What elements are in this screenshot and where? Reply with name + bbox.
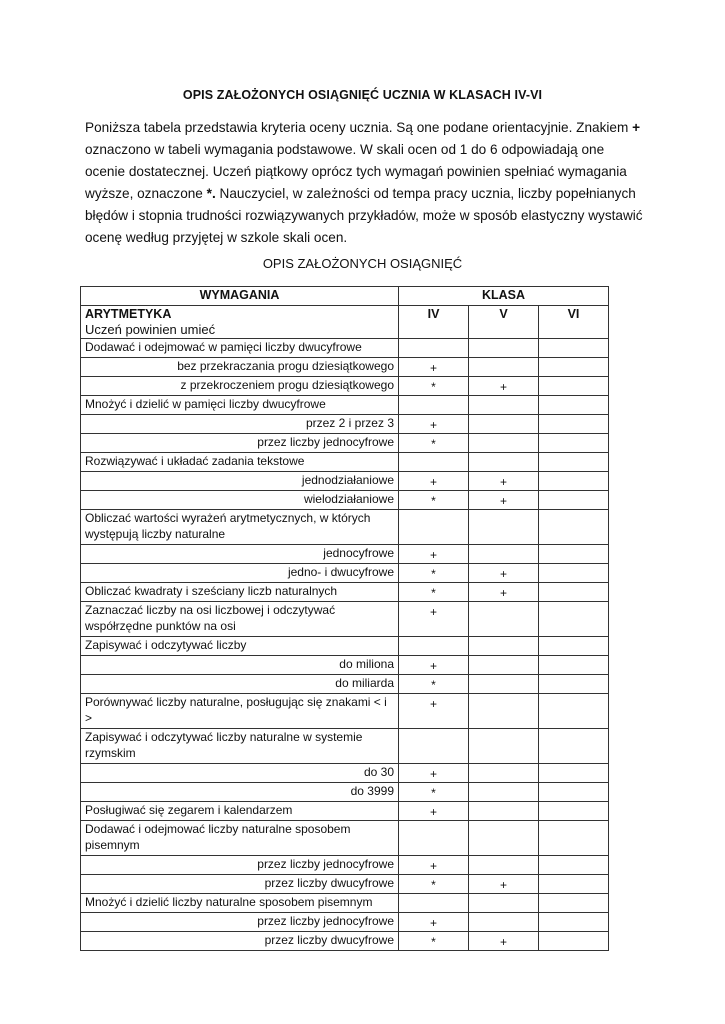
mark-cell-vi <box>539 415 609 434</box>
requirement-cell: Zapisywać i odczytywać liczby naturalne w systemie rzymskim <box>81 729 399 764</box>
mark-cell-vi <box>539 564 609 583</box>
star-sign: *. <box>206 186 216 201</box>
section-title: ARYTMETYKA <box>85 307 172 321</box>
class-iv-header: IV <box>399 306 469 339</box>
mark-cell-v <box>469 510 539 545</box>
mark-cell-v <box>469 339 539 358</box>
mark-cell-vi <box>539 694 609 729</box>
requirement-cell: Zaznaczać liczby na osi liczbowej i odczytywać współrzędne punktów na osi <box>81 602 399 637</box>
mark-cell-vi <box>539 510 609 545</box>
requirement-cell: bez przekraczania progu dziesiątkowego <box>81 358 399 377</box>
mark-cell-v <box>469 396 539 415</box>
mark-cell-iv <box>399 453 469 472</box>
class-v-header: V <box>469 306 539 339</box>
mark-cell-iv: + <box>399 802 469 821</box>
requirement-cell: wielodziałaniowe <box>81 491 399 510</box>
mark-cell-v <box>469 637 539 656</box>
table-row <box>81 377 609 396</box>
mark-cell-vi <box>539 602 609 637</box>
mark-cell-iv: + <box>399 913 469 932</box>
requirement-cell: jednocyfrowe <box>81 545 399 564</box>
requirement-cell: Obliczać kwadraty i sześciany liczb naturalnych <box>81 583 399 602</box>
mark-cell-iv: + <box>399 545 469 564</box>
table-row <box>81 783 609 802</box>
requirement-cell: z przekroczeniem progu dziesiątkowego <box>81 377 399 396</box>
table-row <box>81 894 609 913</box>
table-row <box>81 856 609 875</box>
table-row <box>81 602 609 637</box>
requirement-cell: do 3999 <box>81 783 399 802</box>
mark-cell-iv: * <box>399 675 469 694</box>
mark-cell-vi <box>539 545 609 564</box>
mark-cell-v <box>469 602 539 637</box>
intro-paragraph <box>85 117 645 249</box>
table-body <box>81 306 609 951</box>
requirement-cell: jedno- i dwucyfrowe <box>81 564 399 583</box>
mark-cell-iv: + <box>399 694 469 729</box>
mark-cell-v <box>469 913 539 932</box>
requirement-cell: Porównywać liczby naturalne, posługując się znakami < i > <box>81 694 399 729</box>
requirement-cell: Dodawać i odejmować liczby naturalne sposobem pisemnym <box>81 821 399 856</box>
mark-cell-v: + <box>469 564 539 583</box>
mark-cell-iv: * <box>399 932 469 951</box>
mark-cell-vi <box>539 472 609 491</box>
requirements-table <box>80 286 609 951</box>
mark-cell-vi <box>539 491 609 510</box>
mark-cell-iv: + <box>399 602 469 637</box>
mark-cell-v <box>469 729 539 764</box>
requirement-cell: przez 2 i przez 3 <box>81 415 399 434</box>
table-row <box>81 694 609 729</box>
mark-cell-vi <box>539 729 609 764</box>
mark-cell-vi <box>539 802 609 821</box>
mark-cell-v <box>469 358 539 377</box>
mark-cell-v <box>469 821 539 856</box>
mark-cell-vi <box>539 856 609 875</box>
mark-cell-vi <box>539 821 609 856</box>
requirement-cell: do miliarda <box>81 675 399 694</box>
table-row <box>81 932 609 951</box>
mark-cell-v <box>469 802 539 821</box>
table-row <box>81 339 609 358</box>
mark-cell-iv: * <box>399 783 469 802</box>
mark-cell-iv <box>399 821 469 856</box>
mark-cell-iv <box>399 637 469 656</box>
mark-cell-iv: + <box>399 764 469 783</box>
mark-cell-iv: + <box>399 358 469 377</box>
mark-cell-v <box>469 764 539 783</box>
intro-text-1: Poniższa tabela przedstawia kryteria oceny ucznia. Są one podane orientacyjnie. Znakiem <box>85 120 633 135</box>
mark-cell-vi <box>539 875 609 894</box>
mark-cell-iv <box>399 396 469 415</box>
mark-cell-vi <box>539 377 609 396</box>
table-row <box>81 583 609 602</box>
mark-cell-iv: * <box>399 434 469 453</box>
mark-cell-vi <box>539 434 609 453</box>
requirement-cell: do miliona <box>81 656 399 675</box>
table-row <box>81 821 609 856</box>
section-subtitle: Uczeń powinien umieć <box>85 322 216 337</box>
intro-text-3: Nauczyciel, w zależności od tempa pracy ucznia, liczby popełnianych błędów i stopnia trudności rozwiązywanych przykładów, może w sposób elastyczny wystawić ocenę według przyjętej w szkole skali ocen. <box>85 186 643 245</box>
class-vi-header: VI <box>539 306 609 339</box>
table-row <box>81 764 609 783</box>
mark-cell-vi <box>539 894 609 913</box>
requirement-cell: Rozwiązywać i układać zadania tekstowe <box>81 453 399 472</box>
mark-cell-v: + <box>469 377 539 396</box>
requirement-cell: do 30 <box>81 764 399 783</box>
header-requirements: WYMAGANIA <box>81 287 399 306</box>
mark-cell-v: + <box>469 472 539 491</box>
mark-cell-vi <box>539 913 609 932</box>
mark-cell-vi <box>539 358 609 377</box>
mark-cell-vi <box>539 396 609 415</box>
mark-cell-iv: + <box>399 856 469 875</box>
mark-cell-vi <box>539 656 609 675</box>
table-row <box>81 396 609 415</box>
mark-cell-iv <box>399 729 469 764</box>
table-row <box>81 675 609 694</box>
requirement-cell: przez liczby dwucyfrowe <box>81 932 399 951</box>
mark-cell-iv <box>399 894 469 913</box>
table-row <box>81 637 609 656</box>
requirement-cell: przez liczby jednocyfrowe <box>81 913 399 932</box>
table-row <box>81 875 609 894</box>
mark-cell-v <box>469 675 539 694</box>
table-row <box>81 510 609 545</box>
mark-cell-v <box>469 694 539 729</box>
mark-cell-v <box>469 453 539 472</box>
table-row <box>81 434 609 453</box>
section-header-cell <box>81 306 399 339</box>
mark-cell-v <box>469 856 539 875</box>
requirement-cell: przez liczby dwucyfrowe <box>81 875 399 894</box>
table-row <box>81 545 609 564</box>
mark-cell-vi <box>539 339 609 358</box>
mark-cell-v: + <box>469 875 539 894</box>
mark-cell-vi <box>539 583 609 602</box>
mark-cell-vi <box>539 783 609 802</box>
mark-cell-iv: * <box>399 377 469 396</box>
table-title: OPIS ZAŁOŻONYCH OSIĄGNIĘĆ <box>262 256 463 271</box>
mark-cell-v <box>469 434 539 453</box>
mark-cell-iv: * <box>399 491 469 510</box>
mark-cell-iv: + <box>399 472 469 491</box>
mark-cell-v <box>469 783 539 802</box>
mark-cell-vi <box>539 932 609 951</box>
requirement-cell: Dodawać i odejmować w pamięci liczby dwucyfrowe <box>81 339 399 358</box>
mark-cell-v <box>469 545 539 564</box>
table-row <box>81 729 609 764</box>
mark-cell-v: + <box>469 583 539 602</box>
mark-cell-iv: * <box>399 583 469 602</box>
mark-cell-v <box>469 656 539 675</box>
plus-sign: + <box>632 120 641 135</box>
table-row <box>81 472 609 491</box>
table-row <box>81 802 609 821</box>
mark-cell-vi <box>539 675 609 694</box>
table-row <box>81 913 609 932</box>
requirement-cell: Mnożyć i dzielić w pamięci liczby dwucyfrowe <box>81 396 399 415</box>
mark-cell-iv: * <box>399 875 469 894</box>
table-row <box>81 656 609 675</box>
mark-cell-iv <box>399 339 469 358</box>
table-row <box>81 415 609 434</box>
mark-cell-iv: + <box>399 656 469 675</box>
mark-cell-iv: + <box>399 415 469 434</box>
document-title: OPIS ZAŁOŻONYCH OSIĄGNIĘĆ UCZNIA W KLASACH IV-VI <box>182 88 543 102</box>
mark-cell-v: + <box>469 491 539 510</box>
mark-cell-v: + <box>469 932 539 951</box>
header-class: KLASA <box>399 287 609 306</box>
mark-cell-v <box>469 415 539 434</box>
table-row <box>81 564 609 583</box>
mark-cell-vi <box>539 637 609 656</box>
mark-cell-v <box>469 894 539 913</box>
intro-text-2: oznaczono w tabeli wymagania podstawowe. W skali ocen od 1 do 6 odpowiadają one ocenie dostatecznej. Uczeń piątkowy oprócz tych wymagań powinien spełniać wymagania wyższe, oznaczone <box>85 142 627 201</box>
requirement-cell: Obliczać wartości wyrażeń arytmetycznych, w których występują liczby naturalne <box>81 510 399 545</box>
mark-cell-iv: * <box>399 564 469 583</box>
mark-cell-iv <box>399 510 469 545</box>
requirement-cell: Zapisywać i odczytywać liczby <box>81 637 399 656</box>
requirement-cell: Mnożyć i dzielić liczby naturalne sposobem pisemnym <box>81 894 399 913</box>
mark-cell-vi <box>539 764 609 783</box>
requirement-cell: Posługiwać się zegarem i kalendarzem <box>81 802 399 821</box>
table-row <box>81 453 609 472</box>
table-row <box>81 358 609 377</box>
table-row <box>81 491 609 510</box>
requirement-cell: przez liczby jednocyfrowe <box>81 856 399 875</box>
mark-cell-vi <box>539 453 609 472</box>
requirement-cell: jednodziałaniowe <box>81 472 399 491</box>
requirement-cell: przez liczby jednocyfrowe <box>81 434 399 453</box>
